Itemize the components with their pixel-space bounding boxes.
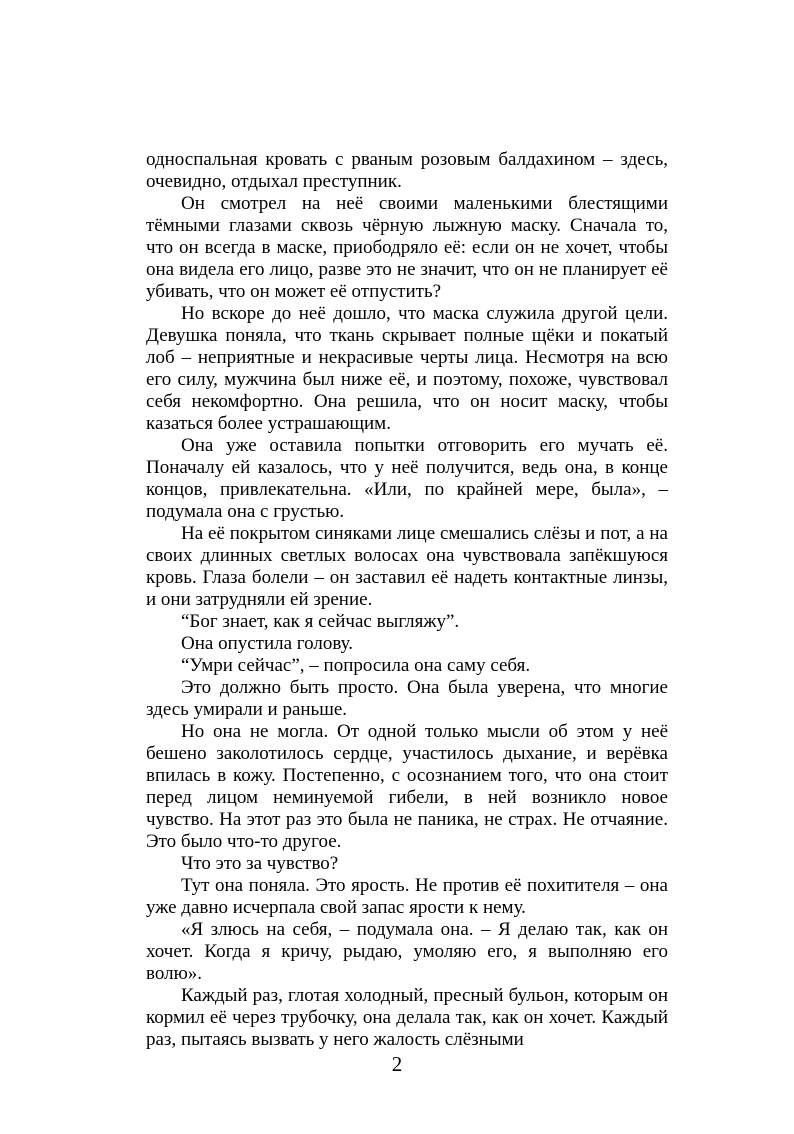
paragraph: односпальная кровать с рваным розовым балдахином – здесь, очевидно, отдыхал преступник. [146,149,668,192]
paragraph: «Я злюсь на себя, – подумала она. – Я делаю так, как он хочет. Когда я кричу, рыдаю, умоляю его, я выполняю его волю». [146,919,668,984]
paragraph: Он смотрел на неё своими маленькими блестящими тёмными глазами сквозь чёрную лыжную маску. Сначала то, что он всегда в маске, приободряло её: если он не хочет, чтобы она видела его лицо, разве это не значит, что он не планирует её убивать, что он может её отпустить? [146,193,668,302]
paragraph: Она уже оставила попытки отговорить его мучать её. Поначалу ей казалось, что у неё получится, ведь она, в конце концов, привлекательна. «Или, по крайней мере, была», – подумала она с грустью. [146,435,668,522]
paragraph: “Умри сейчас”, – попросила она саму себя. [181,655,531,676]
paragraph: “Бог знает, как я сейчас выгляжу”. [181,611,460,632]
paragraph: Тут она поняла. Это ярость. Не против её похитителя – она уже давно исчерпала свой запас ярости к нему. [146,875,668,918]
paragraph: Это должно быть просто. Она была уверена, что многие здесь умирали и раньше. [146,677,668,720]
paragraph: Но вскоре до неё дошло, что маска служила другой цели. Девушка поняла, что ткань скрывает полные щёки и покатый лоб – неприятные и некрасивые черты лица. Несмотря на всю его силу, мужчина был ниже её, и поэтому, похоже, чувствовал себя некомфортно. Она решила, что он носит маску, чтобы казаться более устрашающим. [146,303,668,434]
paragraph: Но она не могла. От одной только мысли об этом у неё бешено заколотилось сердце, участилось дыхание, и верёвка впилась в кожу. Постепенно, с осознанием того, что она стоит перед лицом неминуемой гибели, в ней возникло новое чувство. На этот раз это была не паника, не страх. Не отчаяние. Это было что-то другое. [146,721,668,852]
page-body [146,149,668,1051]
paragraph: Что это за чувство? [181,853,339,874]
paragraph: Она опустила голову. [181,633,354,654]
paragraph: На её покрытом синяками лице смешались слёзы и пот, а на своих длинных светлых волосах она чувствовала запёкшуюся кровь. Глаза болели – он заставил её надеть контактные линзы, и они затрудняли ей зрение. [146,523,668,610]
page-number: 2 [391,1052,403,1076]
paragraph: Каждый раз, глотая холодный, пресный бульон, которым он кормил её через трубочку, она делала так, как он хочет. Каждый раз, пытаясь вызвать у него жалость слёзными [146,985,668,1050]
